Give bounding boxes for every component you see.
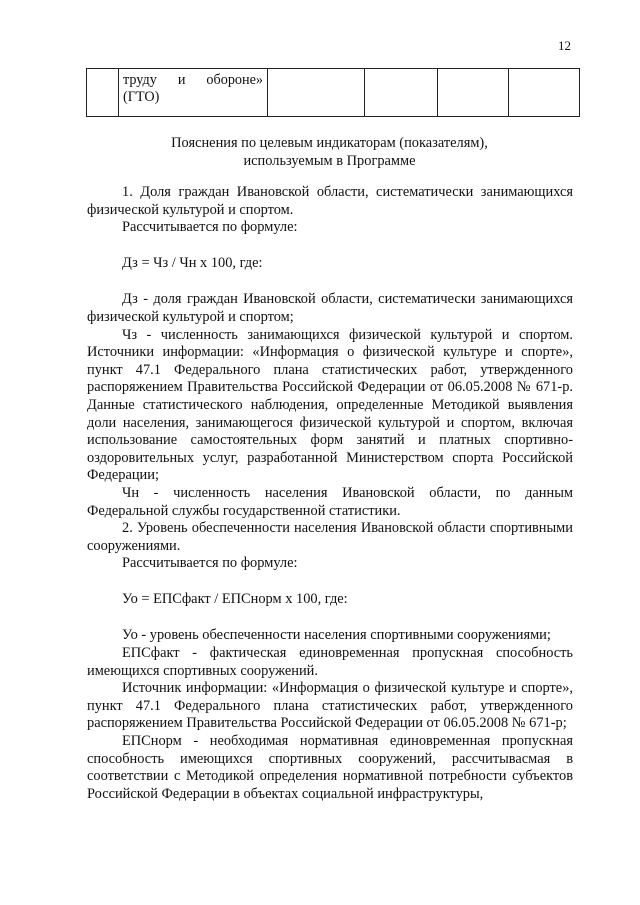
table-cell-indicator-name — [119, 69, 268, 117]
formula: Дз = Чз / Чн х 100, где: — [122, 254, 263, 271]
definition-eps-norm: ЕПСнорм - необходимая нормативная единовременная пропускная способность имеющихся спортивных сооружений, рассчитывасмая в соответствии с Методикой определения нормативной потребности субъектов Российской Федерации в объектах социальной инфраструктуры, — [87, 733, 573, 802]
table-cell-word: труду — [123, 72, 157, 88]
formula: Уо = ЕПСфакт / ЕПСнорм х 100, где: — [122, 590, 348, 607]
table-cell-empty — [87, 69, 119, 117]
table-cell-word: и — [177, 72, 186, 88]
definition-chn: Чн - численность населения Ивановской области, по данным Федеральной службы государственной статистики. — [87, 484, 573, 519]
section-heading — [86, 134, 573, 170]
explanations-body — [87, 184, 573, 803]
calc-intro: Рассчитывается по формуле: — [122, 555, 298, 572]
table-cell-word: обороне» — [206, 72, 263, 88]
definition-uo: Уо - уровень обеспеченности населения спортивными сооружениями; — [122, 627, 551, 644]
heading-line: используемым в Программе — [243, 153, 416, 169]
table-cell-empty — [438, 69, 509, 117]
table-cell-empty — [268, 69, 365, 117]
definition-dz: Дз - доля граждан Ивановской области, систематически занимающихся физической культурой и спортом; — [87, 291, 573, 325]
table-cell-line — [123, 72, 263, 89]
indicator-table-fragment — [86, 68, 580, 117]
source-info: Источник информации: «Информация о физической культуре и спорте», пункт 47.1 Федерального плана статистических работ, утвержденного распоряжением Правительства Российской Федерации от 06.05.2008 № 671-р; — [87, 680, 573, 732]
page-number: 12 — [558, 38, 571, 53]
table-cell-empty — [365, 69, 438, 117]
definition-chz: Чз - численность занимающихся физической культурой и спортом. Источники информации: «Информация о физической культуре и спорте», пункт 47.1 Федерального плана статистических работ, утвержденного распоряжением Правительства Российской Федерации от 06.05.2008 № 671-р. Данные статистического наблюдения, определенные Методикой выявления доли населения, занимающегося физической культурой и спортом, включая использование самостоятельных форм занятий и платных спортивно-оздоровительных услуг, разработанной Министерством спорта Российской Федерации; — [87, 326, 573, 484]
definition-eps-fact: ЕПСфакт - фактическая единовременная пропускная способность имеющихся спортивных сооружений. — [87, 645, 573, 679]
table-cell-line: (ГТО) — [123, 89, 160, 105]
table-row — [87, 69, 580, 117]
table-cell-empty — [509, 69, 580, 117]
calc-intro: Рассчитывается по формуле: — [122, 219, 298, 236]
indicator2-title: 2. Уровень обеспеченности населения Ивановской области спортивными сооружениями. — [87, 520, 573, 554]
indicator1-title: 1. Доля граждан Ивановской области, систематически занимающихся — [122, 184, 573, 200]
heading-line: Пояснения по целевым индикаторам (показателям), — [171, 135, 488, 151]
indicator1-title-cont: физической культурой и спортом. — [87, 201, 294, 218]
